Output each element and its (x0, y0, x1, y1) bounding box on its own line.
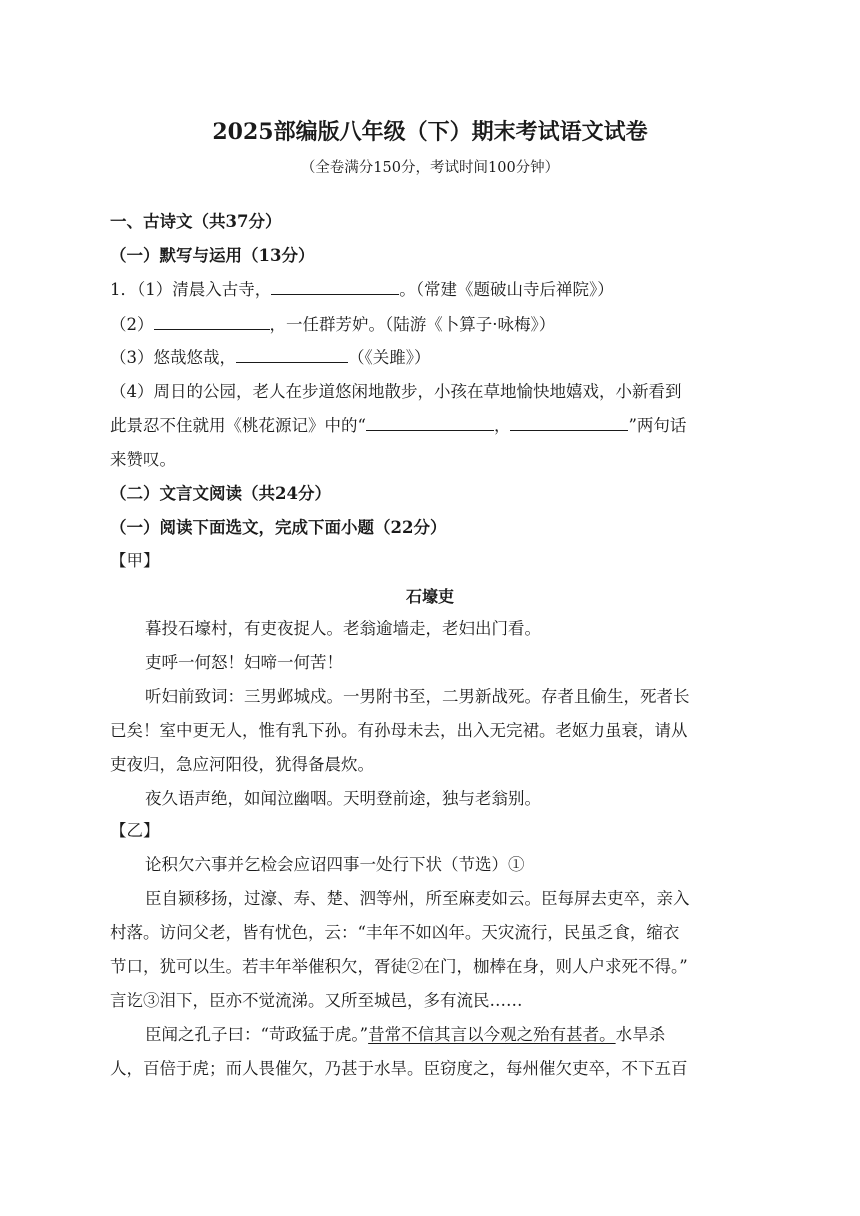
passage-jia-line: 听妇前致词：三男邺城戍。一男附书至，二男新战死。存者且偷生，死者长 (145, 687, 690, 706)
q1-4-prefix: 此景忍不住就用《桃花源记》中的“ (110, 416, 366, 435)
passage-yi-line: 节口，犹可以生。若丰年举催积欠，胥徒②在门，枷棒在身，则人户求死不得。” (110, 957, 688, 976)
passage-jia-label: 【甲】 (110, 551, 160, 570)
passage-yi-label: 【乙】 (110, 821, 160, 840)
answer-blank[interactable] (271, 280, 399, 295)
q1-3-suffix: （《关雎》） (348, 348, 431, 367)
q1-2-suffix: ，一任群芳妒。（陆游《卜算子·咏梅》） (269, 315, 556, 334)
passage-jia-title: 石壕吏 (405, 587, 454, 606)
p2-suffix: 水旱杀 (615, 1025, 666, 1044)
passage-jia-line: 暮投石壕村，有吏夜捉人。老翁逾墙走，老妇出门看。 (145, 619, 541, 638)
question-1-1 (110, 280, 614, 300)
q1-4-suffix: ”两句话 (628, 416, 687, 435)
underlined-sentence: 昔常不信其言以今观之殆有甚者。 (368, 1025, 616, 1044)
passage-yi-line: 村落。访问父老，皆有忧色，云：“丰年不如凶年。天灾流行，民虽乏食，缩衣 (110, 923, 680, 942)
question-1-3 (110, 348, 431, 368)
passage-yi-p2-line2: 人，百倍于虎；而人畏催欠，乃甚于水旱。臣窃度之，每州催欠吏卒，不下五百 (110, 1059, 688, 1078)
passage-yi-title: 论积欠六事并乞检会应诏四事一处行下状（节选）① (145, 855, 525, 874)
q1-3-prefix: （3）悠哉悠哉， (110, 348, 236, 367)
answer-blank[interactable] (154, 315, 270, 330)
q1-1-prefix: 1．（1）清晨入古寺， (110, 280, 272, 299)
q1-4-mid: ， (493, 416, 511, 435)
passage-yi-p2-line1 (145, 1025, 665, 1045)
question-1-4-line3: 来赞叹。 (110, 450, 176, 469)
passage-jia-line: 夜久语声绝，如闻泣幽咽。天明登前途，独与老翁别。 (145, 789, 541, 808)
passage-jia-line: 吏夜归，急应河阳役，犹得备晨炊。 (110, 755, 374, 774)
passage-yi-line: 臣自颍移扬，过濠、寿、楚、泗等州，所至麻麦如云。臣每屏去吏卒，亲入 (145, 889, 690, 908)
answer-blank[interactable] (510, 416, 628, 431)
exam-subtitle: （全卷满分150分，考试时间100分钟） (300, 160, 560, 176)
q1-1-suffix: 。（常建《题破山寺后禅院》） (399, 280, 614, 299)
section-heading: 一、古诗文（共37分） (110, 212, 282, 231)
passage-jia-line: 已矣！室中更无人，惟有乳下孙。有孙母未去，出入无完裙。老妪力虽衰，请从 (110, 721, 688, 740)
p2-prefix: 臣闻之孔子曰：“苛政猛于虎。” (145, 1025, 369, 1044)
part1-heading: （一）默写与运用（13分） (110, 246, 315, 265)
part2-sub-heading: （一）阅读下面选文，完成下面小题（22分） (110, 518, 447, 537)
q1-2-prefix: （2） (110, 315, 154, 334)
answer-blank[interactable] (366, 416, 494, 431)
part2-heading: （二）文言文阅读（共24分） (110, 484, 331, 503)
question-1-2 (110, 315, 555, 335)
answer-blank[interactable] (236, 348, 348, 363)
question-1-4-line2 (110, 416, 686, 436)
passage-jia-line: 吏呼一何怒！妇啼一何苦！ (145, 653, 343, 672)
exam-title: 2025部编版八年级（下）期末考试语文试卷 (212, 119, 648, 145)
question-1-4-line1: （4）周日的公园，老人在步道悠闲地散步，小孩在草地愉快地嬉戏，小新看到 (110, 382, 682, 401)
passage-yi-line: 言讫③泪下，臣亦不觉流涕。又所至城邑，多有流民…… (110, 991, 523, 1010)
